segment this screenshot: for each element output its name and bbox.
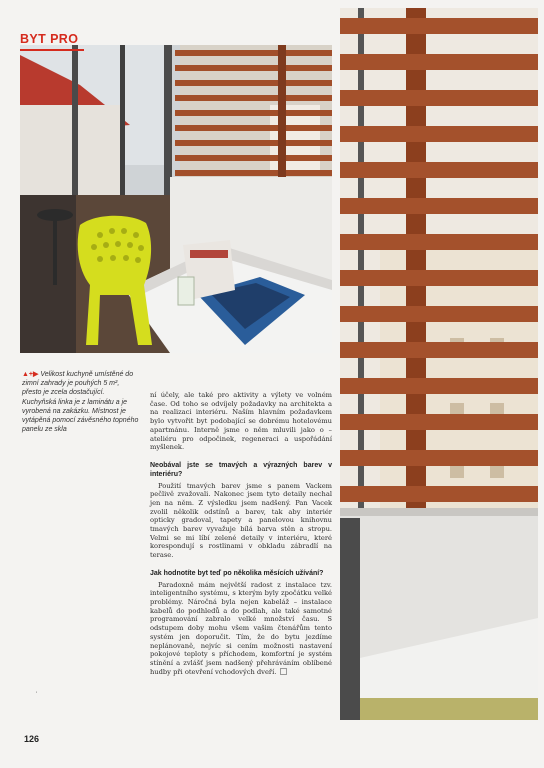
question-1: Neobával jste se tmavých a výrazných barev v interiéru? (150, 461, 332, 478)
answer-2-text: Paradoxně mám největší radost z instalace tzv. inteligentního systému, s kterým byly zpočátku velké problémy. Náročná byla nejen kabeláž – instalace kabelů do podhledů a do podlah, ale také samotné programování zabralo velké množství času. S odstupem doby mohu všem vašim čtenářům tento systém jen doporučit. Tím, že do bytu jezdíme neplánovaně, nejvíc si cením možnosti nastavení pokojové teploty s příchodem, komfortní je systém stínění a zvlášť jsem nadšený přehráváním oblíbené hudby při otevření vchodových dveří. (150, 580, 332, 676)
question-2: Jak hodnotíte byt teď po několika měsících užívání? (150, 569, 324, 577)
wooden-slat-screen-photo (340, 8, 538, 720)
caption-text: Velikost kuchyně umístěné do zimní zahrady je pouhých 5 m², přesto je zcela dostačující. Kuchyňská linka je z laminátu a je vyrobená na zakázku. Místnost je vytápěná pomocí závěsného topného panelu ze skla (22, 371, 139, 434)
article-intro: ní účely, ale také pro aktivity a výlety ve volném čase. Od toho se odvíjely požadavky na architekta a na realizaci interiéru. Naším hlavním požadavkem bylo vytvořit byt podobající se dobrému hotelovému apartmánu. Interně jsme o něm mluvili jako o – ateliéru pro odpočinek, regeneraci a uspořádání myšlenek. (150, 391, 332, 452)
section-rule (20, 49, 84, 51)
photo-caption (22, 370, 140, 434)
page-number: 126 (24, 734, 40, 744)
balcony-conservatory-photo (20, 45, 332, 353)
article-column (150, 391, 332, 676)
caption-marker: ▲+▶ (22, 371, 39, 378)
section-label: BYT PRO (20, 32, 79, 46)
answer-2 (150, 581, 332, 677)
answer-1: Použití tmavých barev jsme s panem Vackem pečlivě zvažovali. Nakonec jsem tyto detaily nechal jen na něm. Z výsledku jsem nadšený. Pan Vacek zvolil několik odstínů a barev, tak aby interiér opticky gradoval, tapety a panelovou knihovnu tmavých barev vyvažuje bílá barva stěn a stropu. Velmi se mi líbí zelené detaily v interiéru, které korespondují s rostlinami v obkladu zábradlí na terase. (150, 481, 332, 560)
end-of-article-mark (280, 668, 287, 675)
stray-mark: ' (36, 692, 38, 698)
